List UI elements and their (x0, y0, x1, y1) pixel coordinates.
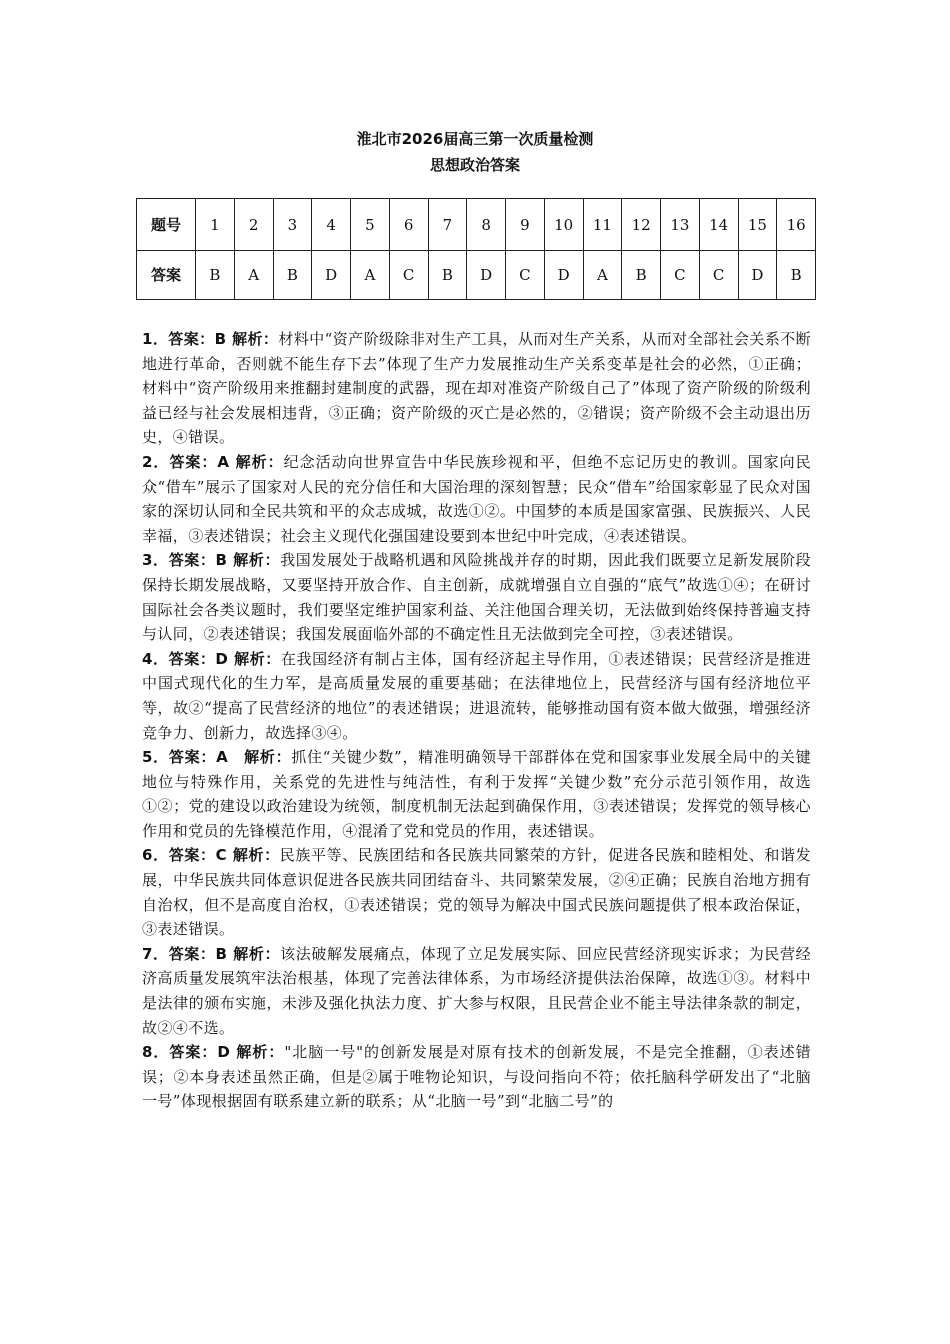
explanation-text: 纪念活动向世界宣告中华民族珍视和平，但绝不忘记历史的教训。国家向民众“借车”展示了国家对人民的充分信任和大国治理的深刻智慧；民众“借车”给国家彰显了民众对国家的深切认同和全民共筑和平的众志成城，故选①②。中国梦的本质是国家富强、民族振兴、人民幸福，③表述错误；社会主义现代化强国建设要到本世纪中叶完成，④表述错误。 (142, 452, 811, 545)
question-number-cell: 9 (506, 199, 545, 251)
answer-cell: C (661, 251, 700, 300)
question-number-row (137, 199, 816, 251)
item-number: 6． (142, 846, 169, 865)
question-number-cell: 2 (234, 199, 273, 251)
question-number-cell: 15 (738, 199, 777, 251)
answer-cell: C (506, 251, 545, 300)
answer-cell: D (467, 251, 506, 300)
number-header-cell: 题号 (137, 199, 196, 251)
answer-cell: C (389, 251, 428, 300)
question-number-cell: 12 (622, 199, 661, 251)
explanation-item (142, 942, 811, 1040)
question-number-cell: 7 (428, 199, 467, 251)
explanation-text: 材料中“资产阶级除非对生产工具，从而对生产关系，从而对全部社会关系不断地进行革命，否则就不能生存下去”体现了生产力发展推动生产关系变革是社会的必然，①正确；材料中“资产阶级用来推翻封建制度的武器，现在却对准资产阶级自己了”体现了资产阶级的阶级利益已经与社会发展相违背，③正确；资产阶级的灭亡是必然的，②错误；资产阶级不会主动退出历史，④错误。 (142, 330, 811, 447)
explanation-item (142, 647, 811, 745)
explanation-item (142, 327, 811, 450)
question-number-cell: 14 (699, 199, 738, 251)
question-number-cell: 10 (544, 199, 583, 251)
answer-label: 答案：D 解析： (168, 649, 281, 668)
answer-cell: B (428, 251, 467, 300)
page-title: 淮北市2026届高三第一次质量检测 (356, 130, 594, 148)
question-number-cell: 5 (351, 199, 390, 251)
item-number: 5． (142, 748, 169, 767)
answer-cell: D (544, 251, 583, 300)
explanation-list (142, 327, 811, 1114)
answer-header-cell: 答案 (137, 251, 196, 300)
answer-cell: B (777, 251, 816, 300)
item-number: 2． (142, 452, 170, 471)
question-number-cell: 1 (196, 199, 235, 251)
answer-table (136, 198, 816, 300)
answer-label: 答案：B 解析： (168, 944, 281, 963)
explanation-item (142, 745, 811, 843)
item-number: 4． (142, 649, 169, 668)
explanation-text: 该法破解发展痛点，体现了立足发展实际、回应民营经济现实诉求；为民营经济高质量发展筑牢法治根基，体现了完善法律体系，为市场经济提供法治保障，故选①③。材料中是法律的颁布实施，未涉及强化执法力度、扩大参与权限，且民营企业不能主导法律条款的制定，故②④不选。 (142, 944, 811, 1037)
answer-cell: D (312, 251, 351, 300)
question-number-cell: 4 (312, 199, 351, 251)
item-number: 8． (142, 1043, 170, 1062)
page-subtitle: 思想政治答案 (429, 156, 520, 174)
explanation-item (142, 843, 811, 941)
answer-cell: B (622, 251, 661, 300)
question-number-cell: 16 (777, 199, 816, 251)
answer-label: 答案：B 解析： (168, 551, 281, 570)
answer-label: 答案：C 解析： (168, 846, 280, 865)
answer-cell: B (273, 251, 312, 300)
answer-cell: A (583, 251, 622, 300)
explanation-text: 民族平等、民族团结和各民族共同繁荣的方针，促进各民族和睦相处、和谐发展，中华民族共同体意识促进各民族共同团结奋斗、共同繁荣发展，②④正确；民族自治地方拥有自治权，但不是高度自治权，①表述错误；党的领导为解决中国式民族问题提供了根本政治保证，③表述错误。 (142, 846, 811, 939)
explanation-item (142, 450, 811, 548)
answer-cell: D (738, 251, 777, 300)
answer-row (137, 251, 816, 300)
question-number-cell: 8 (467, 199, 506, 251)
item-number: 1． (142, 330, 169, 348)
explanation-item (142, 548, 811, 646)
explanation-item (142, 1040, 811, 1114)
answer-label: 答案：D 解析： (169, 1043, 285, 1062)
question-number-cell: 6 (389, 199, 428, 251)
item-number: 3． (142, 551, 169, 570)
answer-cell: A (351, 251, 390, 300)
item-number: 7． (142, 944, 169, 963)
explanation-text: 在我国经济有制占主体，国有经济起主导作用，①表述错误；民营经济是推进中国式现代化的生力军，是高质量发展的重要基础；在法律地位上，民营经济与国有经济地位平等，故②“提高了民营经济的地位”的表述错误；进退流转，能够推动国有资本做大做强，增强经济竞争力、创新力，故选择③④。 (142, 649, 812, 742)
question-number-cell: 13 (661, 199, 700, 251)
question-number-cell: 11 (583, 199, 622, 251)
question-number-cell: 3 (273, 199, 312, 251)
answer-label: 答案：A 解析： (169, 452, 284, 471)
explanation-text: "北脑一号"的创新发展是对原有技术的创新发展，不是完全推翻，①表述错误；②本身表述虽然正确，但是②属于唯物论知识，与设问指向不符；依托脑科学研发出了“北脑一号”体现根据固有联系建立新的联系；从“北脑一号”到“北脑二号”的 (142, 1043, 811, 1111)
answer-label: 答案：A 解析： (168, 748, 292, 767)
answer-cell: A (234, 251, 273, 300)
answer-cell: B (196, 251, 235, 300)
answer-cell: C (699, 251, 738, 300)
explanation-text: 我国发展处于战略机遇和风险挑战并存的时期，因此我们既要立足新发展阶段保持长期发展战略，又要坚持开放合作、自主创新，成就增强自立自强的“底气”故选①④；在研讨国际社会各类议题时，我们要坚定维护国家利益、关注他国合理关切，无法做到始终保持普遍支持与认同，②表述错误；我国发展面临外部的不确定性且无法做到完全可控，③表述错误。 (142, 551, 811, 644)
explanation-text: 抓住“关键少数”，精准明确领导干部群体在党和国家事业发展全局中的关键地位与特殊作用，关系党的先进性与纯洁性，有利于发挥“关键少数”充分示范引领作用，故选①②；党的建设以政治建设为统领，制度机制无法起到确保作用，③表述错误；发挥党的领导核心作用和党员的先锋模范作用，④混淆了党和党员的作用，表述错误。 (142, 748, 811, 840)
answer-label: 答案：B 解析： (168, 330, 279, 348)
